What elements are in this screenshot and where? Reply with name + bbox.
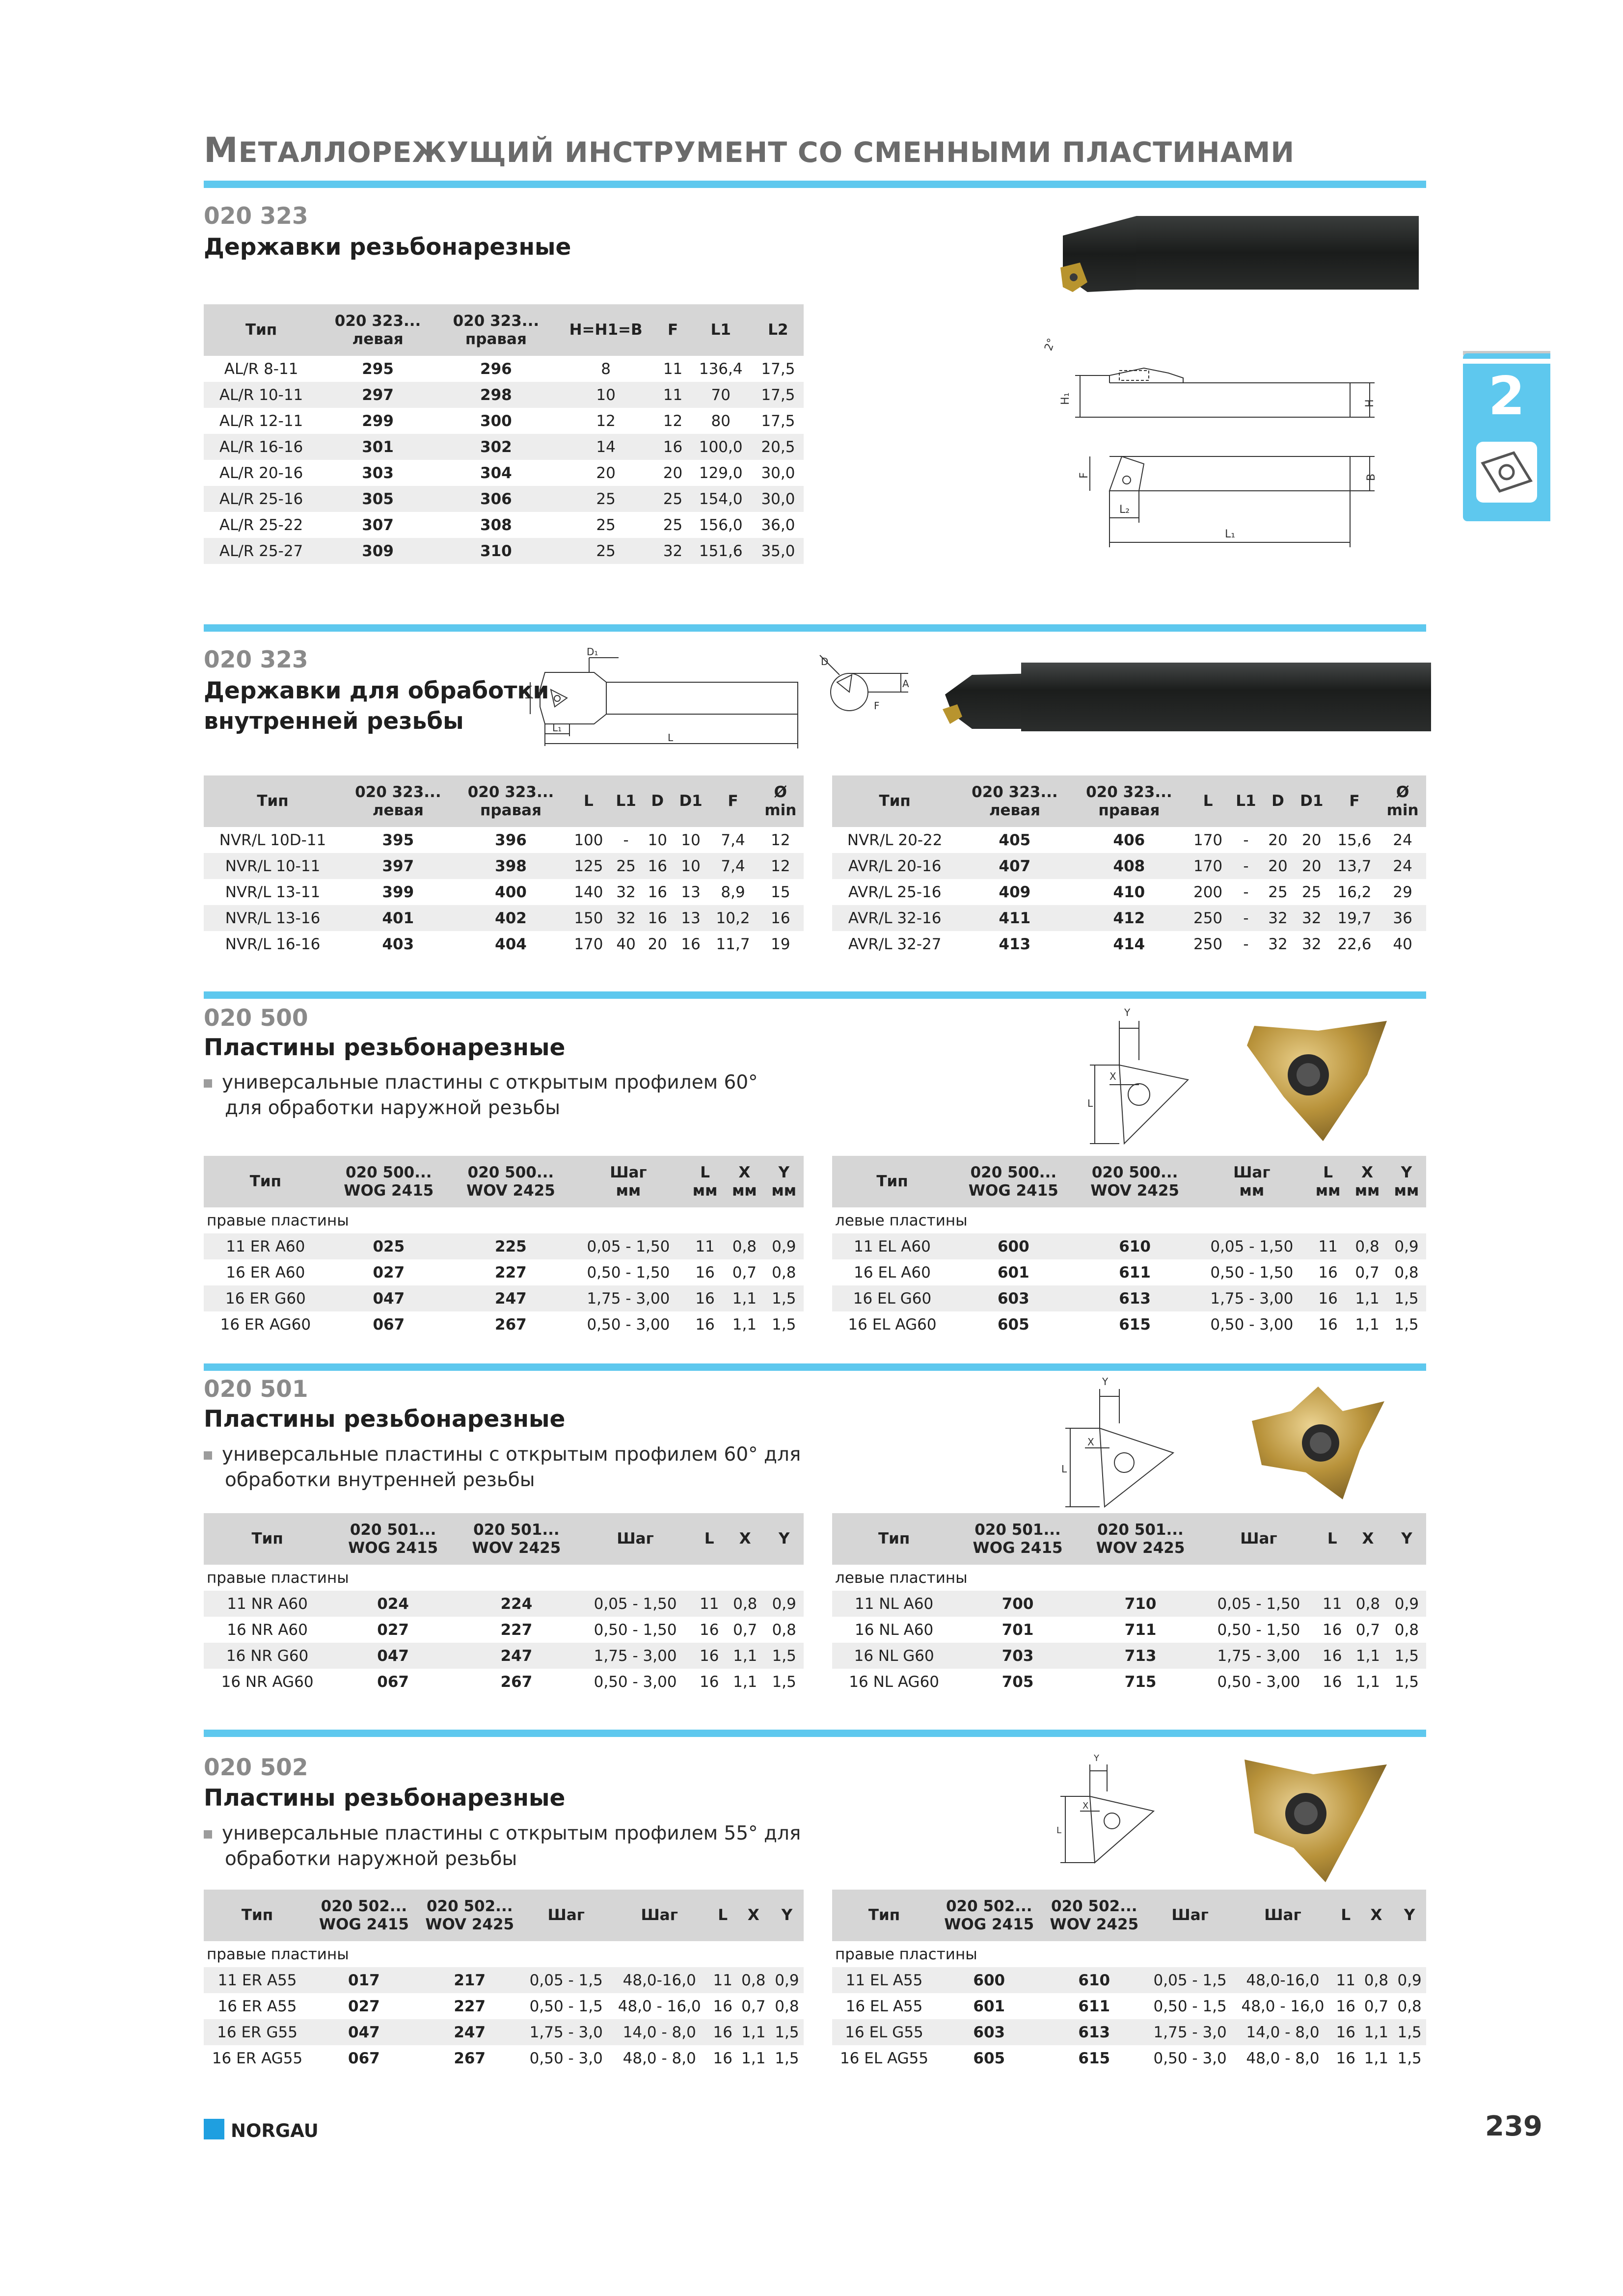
dim-b: B [1365, 473, 1378, 481]
col-header: Шаг [610, 1890, 709, 1941]
table-row: 16 ER G55 047 247 1,75 - 3,0 14,0 - 8,0 16 1,1 1,5 [204, 2019, 804, 2045]
section-divider [204, 624, 1426, 632]
col-header: 020 500... WOG 2415 [952, 1156, 1075, 1207]
dim-l: L [1061, 1463, 1067, 1475]
col-header: Y [1387, 1513, 1426, 1565]
table-row: 16 NL A60 701 711 0,50 - 1,50 16 0,7 0,8 [855, 1621, 1419, 1639]
col-header: 020 502... WOG 2415 [936, 1890, 1042, 1941]
col-header: Ø min [757, 775, 804, 827]
col-header: 020 500... WOG 2415 [327, 1156, 450, 1207]
col-header: 020 323... левая [342, 775, 455, 827]
table-row: 11 NL A60 700 710 0,05 - 1,50 11 0,8 0,9 [832, 1591, 1426, 1617]
inserts-55-right-table [204, 1890, 804, 2071]
table-row: AL/R 16-16 301 302 14 16 100,0 20,5 [204, 434, 804, 460]
dim-y: Y [1124, 1007, 1131, 1018]
dim-l: L [1056, 1825, 1062, 1836]
col-header: Шаг [1234, 1890, 1332, 1941]
col-header: L [693, 1513, 726, 1565]
insert-icon [1476, 442, 1537, 503]
table-group-row: правые пластины [207, 1211, 349, 1229]
table-row: NVR/L 10-11 397 398 125 25 16 10 7,4 12 [204, 853, 804, 879]
section-divider [204, 181, 1426, 188]
dim-x: X [1087, 1436, 1094, 1448]
col-header: Тип [832, 1156, 952, 1207]
table-row: 11 NR A60 024 224 0,05 - 1,50 11 0,8 0,9 [204, 1591, 804, 1617]
table-row: 16 EL A55 601 611 0,50 - 1,5 48,0 - 16,0 16 0,7 0,8 [845, 1997, 1422, 2015]
table-group-row: левые пластины [835, 1569, 968, 1587]
col-header: Шаг мм [571, 1156, 685, 1207]
table-row: NVR/L 13-11 399 400 140 32 16 13 8,9 15 [225, 883, 790, 901]
section-title: Пластины резьбонарезные [204, 1034, 566, 1061]
inserts-internal-left-table [832, 1513, 1426, 1695]
col-header: 020 500... WOV 2425 [450, 1156, 571, 1207]
col-header: Шаг [522, 1890, 610, 1941]
boring-bar-end-view [810, 645, 913, 724]
section-title: Пластины резьбонарезные [204, 1406, 566, 1433]
feature-bullet: универсальные пластины с открытым профилем 55° для обработки наружной резьбы [204, 1821, 801, 1872]
col-header: 020 502... WOG 2415 [311, 1890, 417, 1941]
table-row: 11 ER A55 017 217 0,05 - 1,5 48,0-16,0 11 0,8 0,9 [204, 1967, 804, 1993]
col-header: L [709, 1890, 737, 1941]
col-header: 020 323... правая [1072, 775, 1186, 827]
table-row: AL/R 10-11 297 298 10 11 70 17,5 [204, 382, 804, 408]
col-header: X [726, 1513, 764, 1565]
col-header: 020 323... левая [957, 775, 1072, 827]
boring-bar-drawing [520, 643, 805, 756]
col-header: L1 [610, 775, 642, 827]
section-code: 020 500 [204, 1005, 308, 1032]
col-header: 020 500... WOV 2425 [1075, 1156, 1195, 1207]
dim-l1: L₁ [1225, 528, 1236, 540]
inserts-external-right-table [204, 1156, 804, 1337]
dim-f: F [874, 700, 880, 712]
col-header: 020 501... WOG 2415 [956, 1513, 1079, 1565]
table-row: AL/R 25-27 309 310 25 32 151,6 35,0 [204, 538, 804, 564]
col-header: Шаг [1201, 1513, 1316, 1565]
table-row: 11 ER A60 025 225 0,05 - 1,50 11 0,8 0,9 [204, 1233, 804, 1259]
col-header: Тип [204, 1890, 311, 1941]
table-group-row: правые пластины [207, 1569, 349, 1587]
dim-h: H [1364, 399, 1376, 407]
col-header: D [642, 775, 673, 827]
col-header: L1 [689, 304, 753, 356]
page-number: 239 [1485, 2110, 1542, 2142]
dim-a: A [902, 678, 909, 690]
table-row: 16 NL AG60 705 715 0,50 - 3,00 16 1,1 1,5 [849, 1673, 1419, 1691]
table-row: NVR/L 16-16 403 404 170 40 20 16 11,7 19 [225, 935, 790, 953]
section-code: 020 323 [204, 203, 308, 230]
col-header: Тип [832, 775, 957, 827]
dim-x: X [1082, 1801, 1089, 1811]
holder-drawing [1036, 324, 1414, 560]
dim-h1: H₁ [1059, 392, 1072, 405]
col-header: 020 501... WOG 2415 [331, 1513, 455, 1565]
col-header: 020 323... правая [437, 304, 555, 356]
col-header: L [1186, 775, 1229, 827]
feature-bullet: универсальные пластины с открытым профилем 60° для обработки внутренней резьбы [204, 1442, 801, 1493]
table-row: 16 NL G60 703 713 1,75 - 3,00 16 1,1 1,5 [832, 1643, 1426, 1669]
table-row: 16 EL AG55 605 615 0,50 - 3,0 48,0 - 8,0 16 1,1 1,5 [839, 2049, 1422, 2067]
col-header: Y [1393, 1890, 1426, 1941]
dim-x: X [1109, 1070, 1116, 1082]
col-header: 020 323... левая [319, 304, 437, 356]
col-header: 020 502... WOV 2425 [417, 1890, 522, 1941]
inserts-external-left-table [832, 1156, 1426, 1337]
table-row: AL/R 12-11 299 300 12 12 80 17,5 [219, 412, 795, 430]
table-row: 16 EL G60 603 613 1,75 - 3,00 16 1,1 1,5 [832, 1285, 1426, 1311]
col-header: X мм [725, 1156, 764, 1207]
table-row: AVR/L 32-16 411 412 250 - 32 32 19,7 36 [832, 905, 1426, 931]
inserts-internal-right-table [204, 1513, 804, 1695]
dim-l: L [1087, 1097, 1093, 1109]
col-header: L [567, 775, 610, 827]
col-header: Тип [832, 1513, 956, 1565]
boring-bars-right-table [832, 775, 1426, 957]
table-row: 16 ER A60 027 227 0,50 - 1,50 16 0,7 0,8 [226, 1263, 796, 1281]
table-row: 16 EL AG60 605 615 0,50 - 3,00 16 1,1 1,5 [848, 1315, 1419, 1334]
col-header: Тип [204, 304, 319, 356]
table-row: NVR/L 20-22 405 406 170 - 20 20 15,6 24 [847, 831, 1412, 849]
section-code: 020 323 [204, 646, 308, 673]
col-header: Y [764, 1513, 804, 1565]
col-header: Y мм [764, 1156, 804, 1207]
table-row: NVR/L 10D-11 395 396 100 - 10 10 7,4 12 [219, 831, 790, 849]
col-header: Шаг [578, 1513, 693, 1565]
boring-bar-photo [933, 655, 1443, 739]
table-group-row: левые пластины [835, 1211, 968, 1229]
table-row: 16 ER A55 027 227 0,50 - 1,5 48,0 - 16,0 16 0,7 0,8 [217, 1997, 799, 2015]
dim-f: F [1078, 472, 1090, 479]
col-header: Тип [204, 1156, 327, 1207]
col-header: D1 [673, 775, 709, 827]
col-header: L1 [1230, 775, 1262, 827]
brand-name: NORGAU [231, 2120, 319, 2141]
table-row: 16 ER AG55 067 267 0,50 - 3,0 48,0 - 8,0 16 1,1 1,5 [212, 2049, 799, 2067]
chapter-number: 2 [1488, 366, 1525, 427]
insert-drawing [1041, 1001, 1198, 1148]
dim-l2: L₂ [1119, 504, 1130, 516]
col-header: X мм [1348, 1156, 1387, 1207]
col-header: D1 [1294, 775, 1330, 827]
col-header: Y [770, 1890, 804, 1941]
page-title: МЕТАЛЛОРЕЖУЩИЙ ИНСТРУМЕНТ СО СМЕННЫМИ ПЛАСТИНАМИ [204, 130, 1295, 170]
col-header: D [1262, 775, 1294, 827]
col-header: 020 501... WOV 2425 [1080, 1513, 1202, 1565]
col-header: L [1332, 1890, 1360, 1941]
dim-angle: 2° [1042, 337, 1058, 353]
boring-bars-left-table [204, 775, 804, 957]
insert-photo [1244, 1011, 1392, 1144]
brand-logo [204, 2119, 224, 2139]
table-row: 16 ER AG60 067 267 0,50 - 3,00 16 1,1 1,5 [220, 1315, 796, 1334]
insert-photo [1247, 1382, 1389, 1504]
threading-holder-photo [1058, 214, 1421, 299]
col-header: Y мм [1387, 1156, 1426, 1207]
col-header: F [1330, 775, 1380, 827]
dim-d: D [821, 656, 829, 667]
dim-l1: L₁ [552, 722, 562, 734]
table-row: 11 EL A60 600 610 0,05 - 1,50 11 0,8 0,9 [832, 1233, 1426, 1259]
col-header: F [657, 304, 689, 356]
dim-y: Y [1102, 1376, 1109, 1388]
col-header: F [708, 775, 757, 827]
inserts-55-left-table [832, 1890, 1426, 2071]
col-header: X [737, 1890, 770, 1941]
col-header: Шаг [1146, 1890, 1234, 1941]
col-header: L мм [685, 1156, 725, 1207]
insert-drawing [1021, 1752, 1168, 1865]
section-title: Пластины резьбонарезные [204, 1785, 566, 1812]
insert-photo [1240, 1755, 1392, 1887]
table-row: AVR/L 20-16 407 408 170 - 20 20 13,7 24 [832, 853, 1426, 879]
col-header: X [1349, 1513, 1387, 1565]
table-row: 16 EL G55 603 613 1,75 - 3,0 14,0 - 8,0 16 1,1 1,5 [832, 2019, 1426, 2045]
feature-bullet: универсальные пластины с открытым профилем 60° для обработки наружной резьбы [204, 1070, 758, 1121]
dim-y: Y [1094, 1753, 1099, 1763]
dim-d1: D₁ [587, 646, 598, 658]
table-group-row: правые пластины [207, 1945, 349, 1963]
col-header: L [1316, 1513, 1349, 1565]
table-row: 16 NR AG60 067 267 0,50 - 3,00 16 1,1 1,5 [221, 1673, 796, 1691]
table-row: 16 NR A60 027 227 0,50 - 1,50 16 0,7 0,8 [227, 1621, 796, 1639]
col-header: 020 323... правая [455, 775, 568, 827]
dim-l: L [668, 732, 674, 744]
section-title: внутренней резьбы [204, 708, 464, 735]
table-row: AL/R 20-16 303 304 20 20 129,0 30,0 [219, 464, 795, 482]
section-title: Державки резьбонарезные [204, 234, 571, 261]
section-title: Державки для обработки [204, 677, 549, 704]
col-header: 020 501... WOV 2425 [455, 1513, 578, 1565]
table-row: 11 EL A55 600 610 0,05 - 1,5 48,0-16,0 11 0,8 0,9 [832, 1967, 1426, 1993]
table-row: NVR/L 13-16 401 402 150 32 16 13 10,2 16 [204, 905, 804, 931]
table-row: 16 NR G60 047 247 1,75 - 3,00 16 1,1 1,5 [204, 1643, 804, 1669]
col-header: H=H1=B [555, 304, 657, 356]
section-code: 020 501 [204, 1376, 308, 1403]
col-header: 020 502... WOV 2425 [1042, 1890, 1146, 1941]
section-divider [204, 1730, 1426, 1737]
col-header: Ø min [1379, 775, 1426, 827]
table-row: AVR/L 25-16 409 410 200 - 25 25 16,2 29 [848, 883, 1412, 901]
holders-table [204, 304, 804, 564]
col-header: L2 [753, 304, 804, 356]
table-row: AL/R 25-16 305 306 25 25 154,0 30,0 [204, 486, 804, 512]
insert-drawing [1016, 1374, 1183, 1512]
table-row: AL/R 25-22 307 308 25 25 156,0 36,0 [219, 516, 795, 534]
table-row: AVR/L 32-27 413 414 250 - 32 32 22,6 40 [848, 935, 1412, 953]
side-tab-line [1463, 359, 1550, 364]
col-header: Шаг мм [1195, 1156, 1308, 1207]
col-header: Тип [204, 775, 342, 827]
table-group-row: правые пластины [835, 1945, 977, 1963]
col-header: Тип [204, 1513, 331, 1565]
col-header: Тип [832, 1890, 936, 1941]
table-row: AL/R 8-11 295 296 8 11 136,4 17,5 [224, 360, 795, 378]
col-header: L мм [1308, 1156, 1348, 1207]
section-code: 020 502 [204, 1754, 308, 1781]
section-divider [204, 991, 1426, 999]
col-header: X [1360, 1890, 1393, 1941]
section-divider [204, 1363, 1426, 1371]
table-row: 16 EL A60 601 611 0,50 - 1,50 16 0,7 0,8 [854, 1263, 1419, 1281]
table-row: 16 ER G60 047 247 1,75 - 3,00 16 1,1 1,5 [204, 1285, 804, 1311]
